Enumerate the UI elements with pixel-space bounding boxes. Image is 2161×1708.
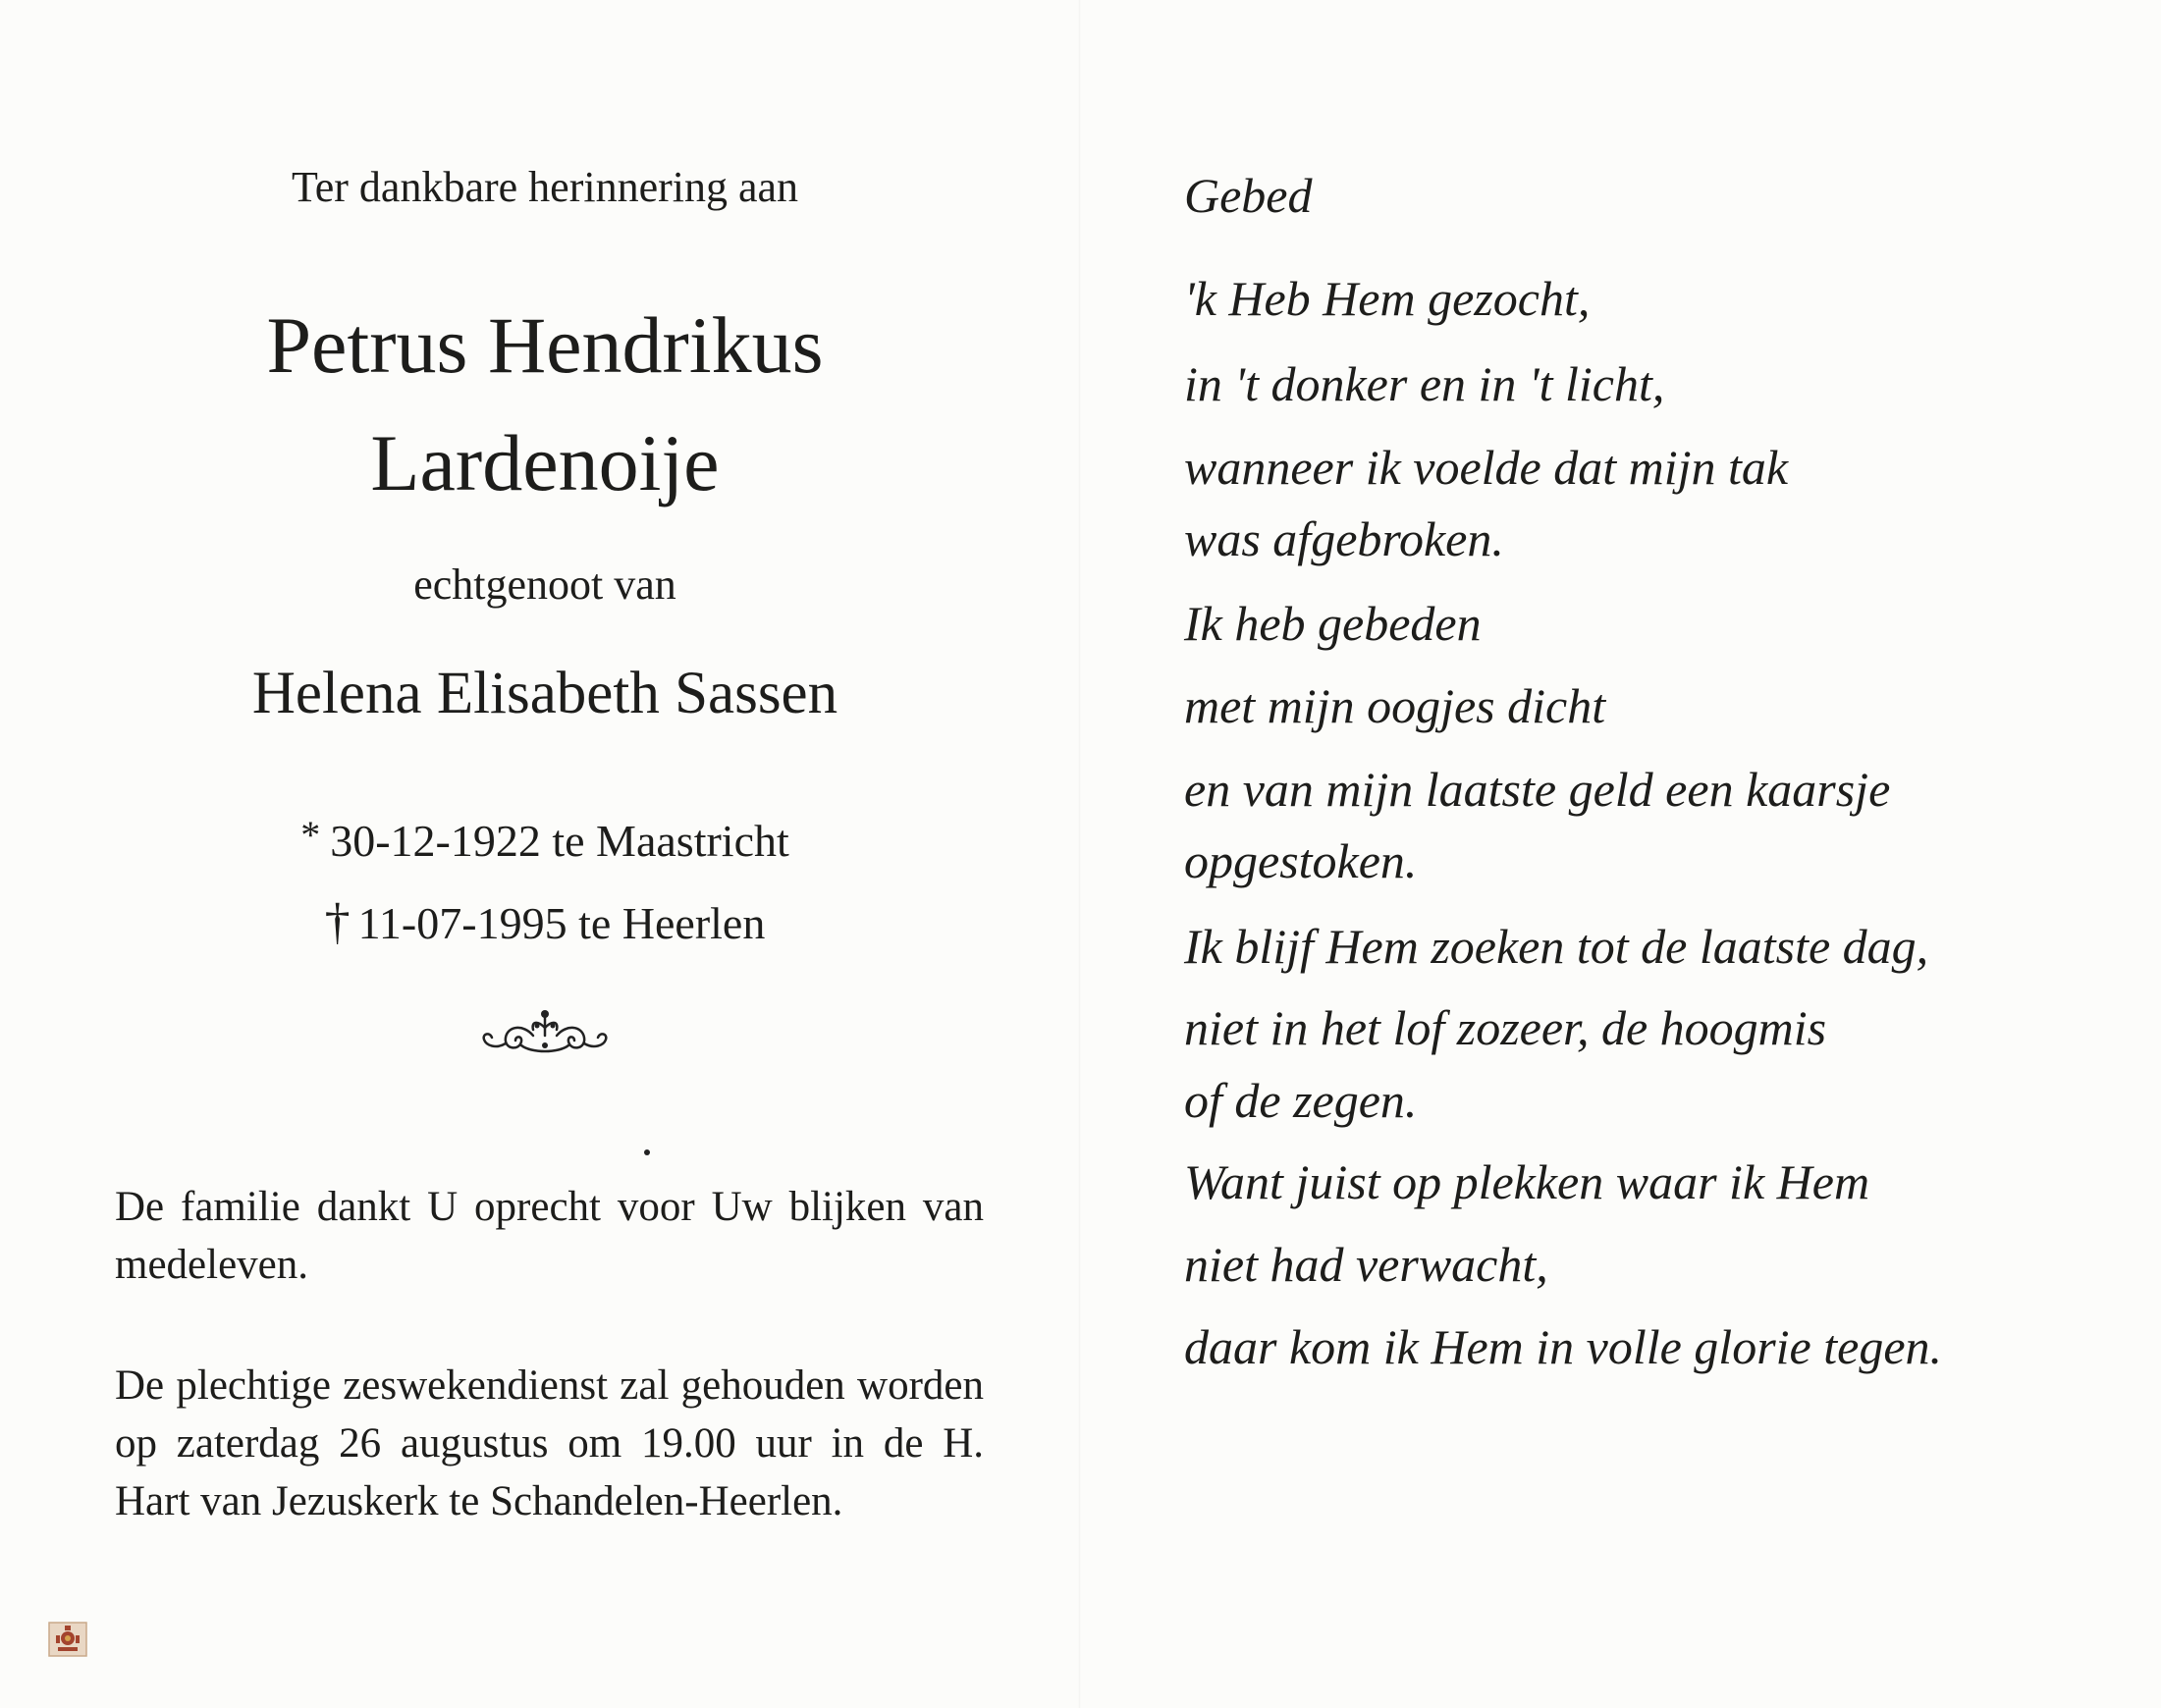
prayer-line: Want juist op plekken waar ik Hem [1184, 1154, 1870, 1209]
birth-line [118, 812, 972, 867]
service-paragraph: De plechtige zeswekendienst zal gehouden worden op zaterdag 26 augustus om 19.00 uur in de H. Hart van Jezuskerk te Schandelen-Heerlen. [115, 1362, 984, 1524]
right-panel [1081, 0, 2161, 1708]
birth-text: 30-12-1922 te Maastricht [330, 816, 789, 866]
floral-ornament-icon [476, 1006, 614, 1065]
prayer-line: met mijn oogjes dicht [1184, 678, 1606, 733]
death-text: 11-07-1995 te Heerlen [357, 898, 766, 948]
spouse-name: Helena Elisabeth Sassen [251, 661, 838, 726]
deceased-surname: Lardenoije [370, 418, 720, 507]
spouse-prefix: echtgenoot van [413, 560, 676, 609]
left-panel [0, 0, 1078, 1708]
death-line [118, 893, 972, 951]
prayer-line: niet in het lof zozeer, de hoogmis [1184, 1000, 1827, 1055]
stamp-icon [48, 1622, 87, 1657]
prayer-line: of de zegen. [1184, 1073, 1418, 1128]
prayer-line: Ik blijf Hem zoeken tot de laatste dag, [1184, 919, 1929, 974]
prayer-line: daar kom ik Hem in volle glorie tegen. [1184, 1319, 1943, 1374]
prayer-line: Ik heb gebeden [1184, 596, 1482, 651]
prayer-title: Gebed [1184, 168, 1313, 223]
cross-icon: † [324, 894, 351, 950]
prayer-line: in 't donker en in 't licht, [1184, 356, 1665, 411]
prayer-line: 'k Heb Hem gezocht, [1184, 271, 1591, 326]
prayer-line: wanneer ik voelde dat mijn tak [1184, 440, 1789, 495]
prayer-line: opgestoken. [1184, 833, 1418, 888]
intro-text: Ter dankbare herinnering aan [291, 163, 799, 211]
star-icon: * [300, 813, 321, 857]
prayer-line: was afgebroken. [1184, 511, 1504, 566]
prayer-line: niet had verwacht, [1184, 1237, 1548, 1292]
thanks-paragraph: De familie dankt U oprecht voor Uw blijken van medeleven. [115, 1184, 984, 1288]
prayer-line: en van mijn laatste geld een kaarsje [1184, 762, 1891, 817]
ink-dot [644, 1149, 650, 1155]
deceased-first-names: Petrus Hendrikus [266, 300, 824, 390]
